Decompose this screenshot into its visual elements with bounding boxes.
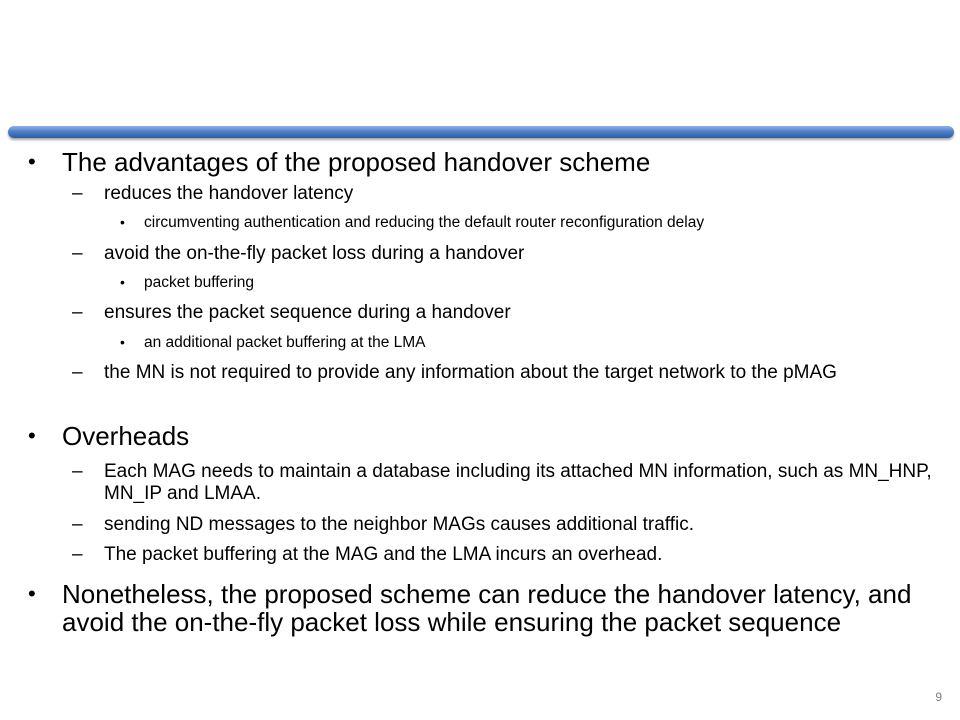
bullet-dot-icon: • xyxy=(28,581,36,606)
bullet-dot-icon: • xyxy=(120,214,125,230)
bullet-nonetheless xyxy=(28,579,942,637)
sub-bullet-mn-info xyxy=(72,362,934,384)
sub-bullet-mag-database xyxy=(72,461,934,505)
bullet-text: packet buffering xyxy=(144,274,255,291)
sub-sub-bullet-lma-buffering xyxy=(120,333,934,353)
dash-icon: – xyxy=(72,183,83,204)
bullet-dot-icon: • xyxy=(28,149,36,174)
bullet-text: reduces the handover latency xyxy=(104,183,354,204)
bullet-dot-icon: • xyxy=(120,334,125,350)
dash-icon: – xyxy=(72,544,83,565)
dash-icon: – xyxy=(72,461,83,482)
bullet-text: Nonetheless, the proposed scheme can reduce the handover latency, and avoid the on-the-fly packet loss while ensuring the packet sequence xyxy=(62,579,912,637)
sub-sub-bullet-authentication xyxy=(120,213,934,233)
bullet-text: ensures the packet sequence during a handover xyxy=(104,302,511,323)
bullet-text: circumventing authentication and reducing the default router reconfiguration delay xyxy=(144,214,705,231)
bullet-dot-icon: • xyxy=(120,274,125,290)
bullet-text: an additional packet buffering at the LMA xyxy=(144,334,426,351)
dash-icon: – xyxy=(72,302,83,323)
sub-bullet-latency xyxy=(72,183,934,205)
bullet-text: Each MAG needs to maintain a database including its attached MN information, such as MN_HNP, MN_IP and LMAA. xyxy=(104,461,932,504)
bullet-text: The packet buffering at the MAG and the LMA incurs an overhead. xyxy=(104,544,663,565)
bullet-dot-icon: • xyxy=(28,423,36,448)
sub-bullet-sequence xyxy=(72,302,934,324)
bullet-text: the MN is not required to provide any information about the target network to the pMAG xyxy=(104,362,837,383)
sub-sub-bullet-buffering xyxy=(120,273,934,293)
dash-icon: – xyxy=(72,243,83,264)
dash-icon: – xyxy=(72,514,83,535)
bullet-advantages xyxy=(28,147,942,177)
page-number: 9 xyxy=(935,690,942,704)
sub-bullet-buffering-overhead xyxy=(72,544,934,566)
bullet-text: The advantages of the proposed handover scheme xyxy=(62,147,651,177)
sub-bullet-nd-messages xyxy=(72,514,934,536)
bullet-text: Overheads xyxy=(62,421,190,451)
bullet-overheads xyxy=(28,421,942,451)
bullet-text: sending ND messages to the neighbor MAGs causes additional traffic. xyxy=(104,514,695,535)
bullet-text: avoid the on-the-fly packet loss during a handover xyxy=(104,243,525,264)
sub-bullet-packet-loss xyxy=(72,243,934,265)
dash-icon: – xyxy=(72,362,83,383)
